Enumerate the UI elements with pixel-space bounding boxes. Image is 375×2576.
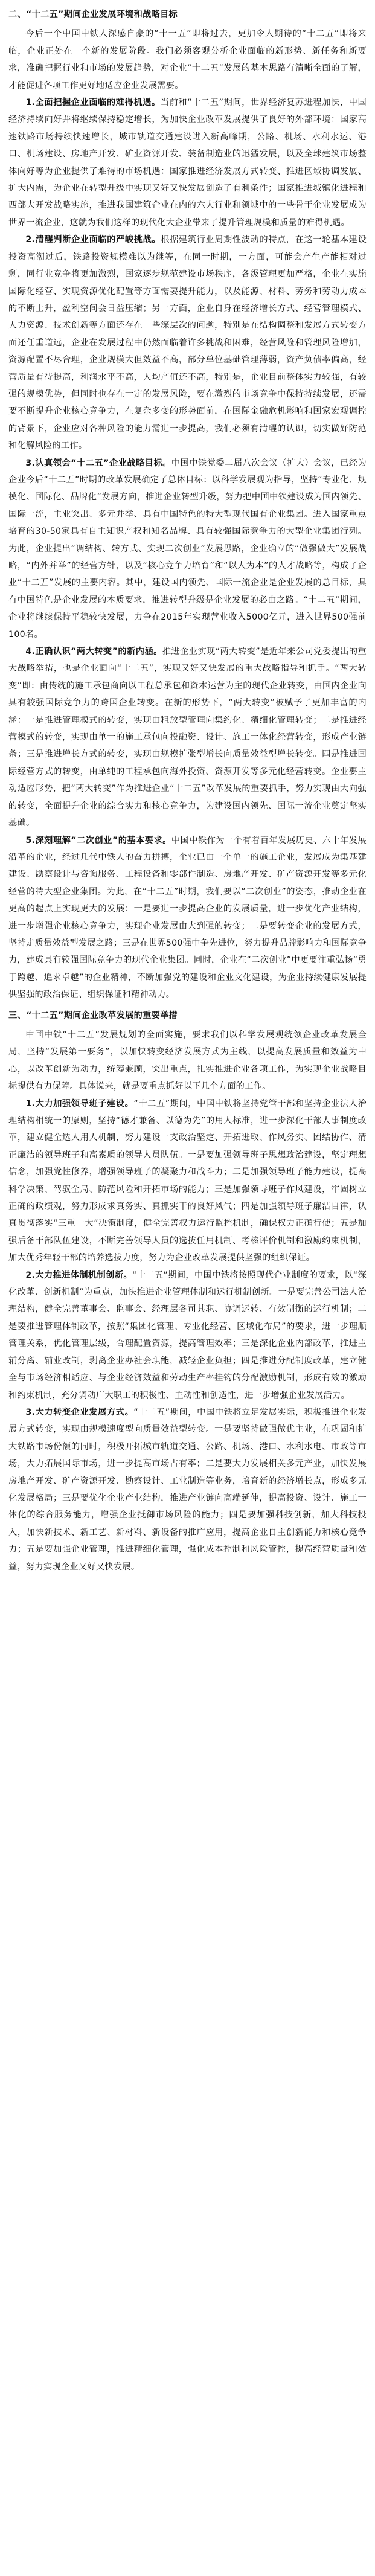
paragraph-lead: 4.正确认识“两大转变”的新内涵。 [25,647,162,657]
section-environment-goals [8,6,367,1004]
paragraph [8,25,367,94]
paragraph-lead: 2.清醒判断企业面临的严峻挑战。 [25,235,161,245]
paragraph-text: 中国中铁作为一个有着百年发展历史、六十年发展沿革的企业，经过几代中铁人的奋力拼搏，企业已由一个单一的施工企业，发展成为集基建建设、勘察设计与咨询服务、工程设备和零部件制造、房地产开发、矿产资源开发等多元化经营的特大型企业集团。为此，在“十二五”时期，我们要以“二次创业”的姿态，推动企业在更高的起点上实现更大的发展：一是要进一步提高企业的发展质量，进一步优化产业结构，进一步增强企业核心竞争力，实现企业发展由大到强的转变；二是要转变企业的发展方式，坚持走质量效益型发展之路；三是在世界500强中争先进位，努力提升品牌影响力和国际竞争力，建成具有较强国际竞争力的现代企业集团。同时，企业在“二次创业”中更要注重弘扬“勇于跨越、追求卓越”的企业精神，不断加强党的建设和企业文化建设，为企业持续健康发展提供坚强的政治保证、组织保证和精神动力。 [8,835,367,1000]
section-reform-measures [8,1007,367,1575]
paragraph [8,1404,367,1575]
paragraph [8,455,367,643]
paragraph-text: 中国中铁党委二届八次会议（扩大）会议，已经为企业今后“十二五”时期的改革发展确定了总体目标：以科学发展观为指导，坚持“专业化、规模化、国际化、品牌化”发展方向，推进企业转型升级，努力把中国中铁建设成为国内领先、国际一流，主业突出、多元并举、具有中国特色的特大型现代国有企业集团。进入国家重点培育的30-50家具有自主知识产权和知名品牌、具有较强国际竞争力的大型企业集团行列。为此，企业提出“调结构、转方式、实现二次创业”发展思路，企业确立的“做强做大”发展战略，“内外并举”的经营方针，以及“核心竞争力培育”和“以人为本”的人才战略等，构成了企业“十二五”发展的主要内容。其中，建设国内领先、国际一流企业是企业发展的总目标，具有中国特色是企业发展的本质要求，推进转型升级是企业发展的必由之路。“十二五”期间，企业将继续保持平稳较快发展，力争在2015年实现营业收入5000亿元，进入世界500强前100名。 [8,458,367,639]
section-heading: 三、“十二五”期间企业改革发展的重要举措 [8,1010,178,1020]
section-heading: 二、“十二五”期间企业发展环境和战略目标 [8,10,178,19]
paragraph [8,1095,367,1267]
paragraph [8,1267,367,1404]
paragraph-text: “十二五”期间，中国中铁将按照现代企业制度的要求，以“深化改革、创新机制”为重点，加快推进企业管理体制和运行机制创新。一是要完善公司法人治理结构，健全完善董事会、监事会、经理层各司其职、协调运转、有效制衡的运行机制；二是要推进管理体制改革，按照“集团化管理、专业化经营、区域化布局”的要求，进一步理顺管理关系，优化管理层级，合理配置资源，提高管理效率；三是深化企业内部改革，推进主辅分离、辅业改制，剥离企业办社会职能，减轻企业负担；四是推进分配制度改革，建立健全与市场经济相适应、与企业经济效益和劳动生产率挂钩的分配激励机制，形成有效的激励和约束机制，充分调动广大职工的积极性、主动性和创造性，进一步增强企业发展活力。 [8,1270,367,1400]
paragraph-lead: 1.大力加强领导班子建设。 [25,1098,134,1109]
paragraph [8,832,367,1004]
paragraph-text: 今后一个中国中铁人深感自豪的“十一五”即将过去，更加令人期待的“十二五”即将来临，企业正处在一个新的发展阶段。我们必须客观分析企业面临的新形势、新任务和新要求，准确把握行业和市场的发展趋势，对企业“十二五”发展的基本思路有清晰全面的了解，才能促进各项工作更好地适应企业发展需要。 [8,29,367,91]
paragraph-text: “十二五”期间，中国中铁将立足发展实际，积极推进企业发展方式转变，实现由规模速度型向质量效益型转变。一是要坚持做强做优主业，在巩固和扩大铁路市场份额的同时，积极开拓城市轨道交通、公路、机场、港口、水利水电、市政等市场，大力拓展国际市场，进一步提高市场占有率；二是要大力发展相关多元产业，加快发展房地产开发、矿产资源开发、勘察设计、工业制造等业务，培育新的经济增长点，形成多元化发展格局；三是要优化企业产业结构，推进产业链向高端延伸，提高投资、设计、施工一体化的综合服务能力，增强企业抵御市场风险的能力；四是要加强科技创新，加大科技投入，加快新技术、新工艺、新材料、新设备的推广应用，提高企业自主创新能力和核心竞争力；五是要加强企业管理，推进精细化管理，强化成本控制和风险管控，提高经营质量和效益，努力实现企业又好又快发展。 [8,1407,367,1572]
paragraph-lead: 3.认真领会“十二五”企业战略目标。 [25,458,171,468]
paragraph [8,643,367,831]
paragraph-lead: 5.深刻理解“二次创业”的基本要求。 [25,835,171,845]
paragraph [8,94,367,231]
paragraph [8,1027,367,1095]
paragraph-text: 根据建筑行业周期性波动的特点，在这一轮基本建设投资高潮过后，铁路投资规模难以为继等，在同一时期，一方面，可能会产生产能相对过剩，同行业竞争将更加激烈，国家逐步规范建设市场秩序，各级管理更加严格，企业在实施国际化经营、实现资源优化配置等方面需要提升能力，以及能源、材料、劳务和劳动力成本的不断上升，盈利空间会日益压缩；另一方面，企业自身在经济增长方式、经营管理模式、人力资源、技术创新等方面还存在一些深层次的问题，特别是在结构调整和发展方式转变方面还任重道远，企业在发展过程中仍然面临着许多挑战和困难，经营风险和管理风险增加，资源配置不尽合理，企业规模大但效益不高，部分单位基础管理薄弱，资产负债率偏高，经营质量有待提高，利润水平不高，人均产值还不高，特别是，企业目前整体实力较强，有较强的规模优势，但同时也存在一定的发展风险，要在激烈的市场竞争中保持持续发展，还需要不断提升企业核心竞争力，在复杂多变的形势面前，在国际金融危机影响和国家宏观调控的背景下，企业应对各种风险的能力需进一步提高，我们必须有清醒的认识，切实做好防范和化解风险的工作。 [8,235,367,451]
paragraph-lead: 3.大力转变企业发展方式。 [25,1407,134,1417]
paragraph-lead: 2.大力推进体制机制创新。 [25,1270,132,1280]
paragraph [8,231,367,454]
paragraph-text: “十二五”期间，中国中铁将坚持党管干部和坚持企业法人治理结构相统一的原则，坚持“德才兼备、以德为先”的用人标准，进一步深化干部人事制度改革，建立健全选人用人机制，努力建设一支政治坚定、开拓进取、作风务实、团结协作、清正廉洁的领导班子和高素质的领导人员队伍。一是要加强领导班子思想政治建设，坚定理想信念，加强党性修养，增强领导班子的凝聚力和战斗力；二是加强领导班子能力建设，提高科学决策、驾驭全局、防范风险和开拓市场的能力；三是加强领导班子作风建设，牢固树立正确的政绩观，努力形成求真务实、真抓实干的良好风气；四是加强领导班子廉洁自律，认真贯彻落实“三重一大”决策制度，健全完善权力运行监控机制，确保权力正确行使；五是加强后备干部队伍建设，不断完善领导人员的选拔任用机制、考核评价机制和激励约束机制，加大优秀年轻干部的培养选拔力度，努力为企业改革发展提供坚强的组织保证。 [8,1098,367,1263]
paragraph-text: 推进企业实现“两大转变”是近年来公司党委提出的重大战略举措，也是企业面向“十二五”，实现又好又快发展的重大战略指导和抓手。“两大转变”即：由传统的施工承包商向以工程总承包和资本运营为主的现代企业转变，由国内企业向具有较强国际竞争力的跨国企业转变。在新的形势下，“两大转变”被赋予了更加丰富的内涵：一是推进管理模式的转变，实现由粗放型管理向集约化、精细化管理转变；二是推进经营模式的转变，实现由单一的施工承包向投融资、设计、施工一体化经营转变，形成产业链条；三是推进增长方式的转变，实现由规模扩张型增长向质量效益型增长转变。四是推进国际经营方式的转变，由单纯的工程承包向海外投资、资源开发等多元化经营转变。企业要主动适应形势，把“两大转变”作为推进企业“十二五”改革发展的重要抓手，努力实现由大向强的转变，全面提升企业的综合实力和核心竞争力，为建设国内领先、国际一流企业奠定坚实基础。 [8,647,367,828]
paragraph-lead: 1.全面把握企业面临的难得机遇。 [25,98,161,108]
paragraph-text: 中国中铁“十二五”发展规划的全面实施，要求我们以科学发展观统领企业改革发展全局，坚持“发展第一要务”，以加快转变经济发展方式为主线，以提高发展质量和效益为中心，以改革创新为动力，统筹兼顾，突出重点，扎实推进企业各项工作，为实现企业战略目标提供有力保障。具体说来，就是要重点抓好以下几个方面的工作。 [8,1030,367,1092]
paragraph-text: 当前和“十二五”期间，世界经济复苏进程加快，中国经济持续向好并将继续保持稳定增长，为加快企业改革发展提供了良好的外部环境：国家高速铁路市场持续快速增长，城市轨道交通建设进入新高峰期，公路、机场、水利水运、港口、机场建设、房地产开发、矿业资源开发、装备制造业的迅猛发展，以及全球建筑市场整体向好等为企业提供了难得的市场机遇：国家推进经济发展方式转变、推进区域协调发展、扩大内需，为企业在转型升级中实现又好又快发展创造了有利条件；国家推进城镇化进程和西部大开发战略实施，推进我国建筑企业在内的六大行业和领域中的一些骨干企业发展成为世界一流企业，这就为我们这样的现代化大企业带来了提升管理规模和质量的难得机遇。 [8,98,367,228]
